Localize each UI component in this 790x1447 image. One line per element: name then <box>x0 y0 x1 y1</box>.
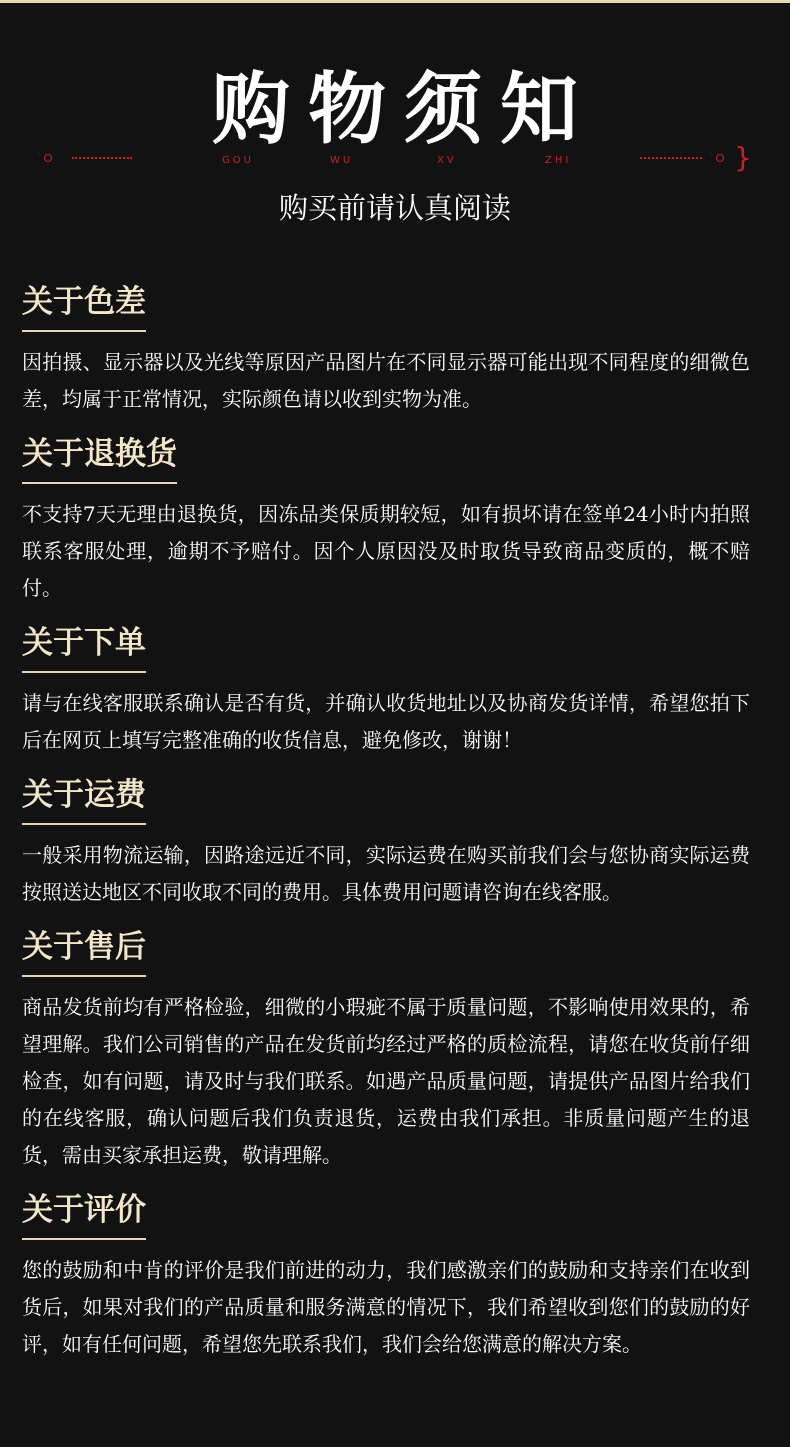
section-shipping <box>22 773 750 911</box>
pinyin-xv: XV <box>437 155 457 166</box>
pinyin-wu: WU <box>330 155 354 166</box>
left-circle-ornament <box>44 154 52 162</box>
pinyin-gou: GOU <box>222 155 254 166</box>
section-body: 商品发货前均有严格检验，细微的小瑕疵不属于质量问题，不影响使用效果的，希望理解。我们公司销售的产品在发货前均经过严格的质检流程，请您在收货前仔细检查，如有问题，请及时与我们联系。如遇产品质量问题，请提供产品图片给我们的在线客服，确认问题后我们负责退货，运费由我们承担。非质量问题产生的退货，需由买家承担运费，敬请理解。 <box>22 995 750 1167</box>
right-brace-ornament: } <box>734 141 752 174</box>
section-body: 因拍摄、显示器以及光线等原因产品图片在不同显示器可能出现不同程度的细微色差，均属于正常情况，实际颜色请以收到实物为准。 <box>22 350 750 411</box>
right-circle-ornament <box>716 154 724 162</box>
page-title: 购物须知 <box>211 64 596 155</box>
left-dotted-line <box>72 157 132 159</box>
section-color-difference <box>22 280 750 418</box>
pinyin-zhi: ZHI <box>545 155 572 166</box>
right-dotted-line <box>640 157 702 159</box>
section-body: 您的鼓励和中肯的评价是我们前进的动力，我们感激亲们的鼓励和支持亲们在收到货后，如果对我们的产品质量和服务满意的情况下，我们希望收到您们的鼓励的好评，如有任何问题，希望您先联系我们，我们会给您满意的解决方案。 <box>22 1258 750 1356</box>
section-ordering <box>22 621 750 759</box>
section-reviews <box>22 1188 750 1363</box>
section-heading: 关于色差 <box>22 280 146 332</box>
section-heading: 关于下单 <box>22 621 146 673</box>
section-returns <box>22 432 750 607</box>
notice-content <box>22 280 750 1377</box>
section-heading: 关于售后 <box>22 925 146 977</box>
section-body: 请与在线客服联系确认是否有货，并确认收货地址以及协商发货详情，希望您拍下后在网页上填写完整准确的收货信息，避免修改，谢谢！ <box>22 691 750 752</box>
section-body: 不支持7天无理由退换货，因冻品类保质期较短，如有损坏请在签单24小时内拍照联系客服处理，逾期不予赔付。因个人原因没及时取货导致商品变质的，概不赔付。 <box>22 502 750 600</box>
section-heading: 关于运费 <box>22 773 146 825</box>
section-after-sales <box>22 925 750 1174</box>
section-heading: 关于评价 <box>22 1188 146 1240</box>
section-heading: 关于退换货 <box>22 432 177 484</box>
section-body: 一般采用物流运输，因路途远近不同，实际运费在购买前我们会与您协商实际运费按照送达地区不同收取不同的费用。具体费用问题请咨询在线客服。 <box>22 843 750 904</box>
hero-banner <box>0 0 790 240</box>
page-subtitle: 购买前请认真阅读 <box>278 191 511 225</box>
